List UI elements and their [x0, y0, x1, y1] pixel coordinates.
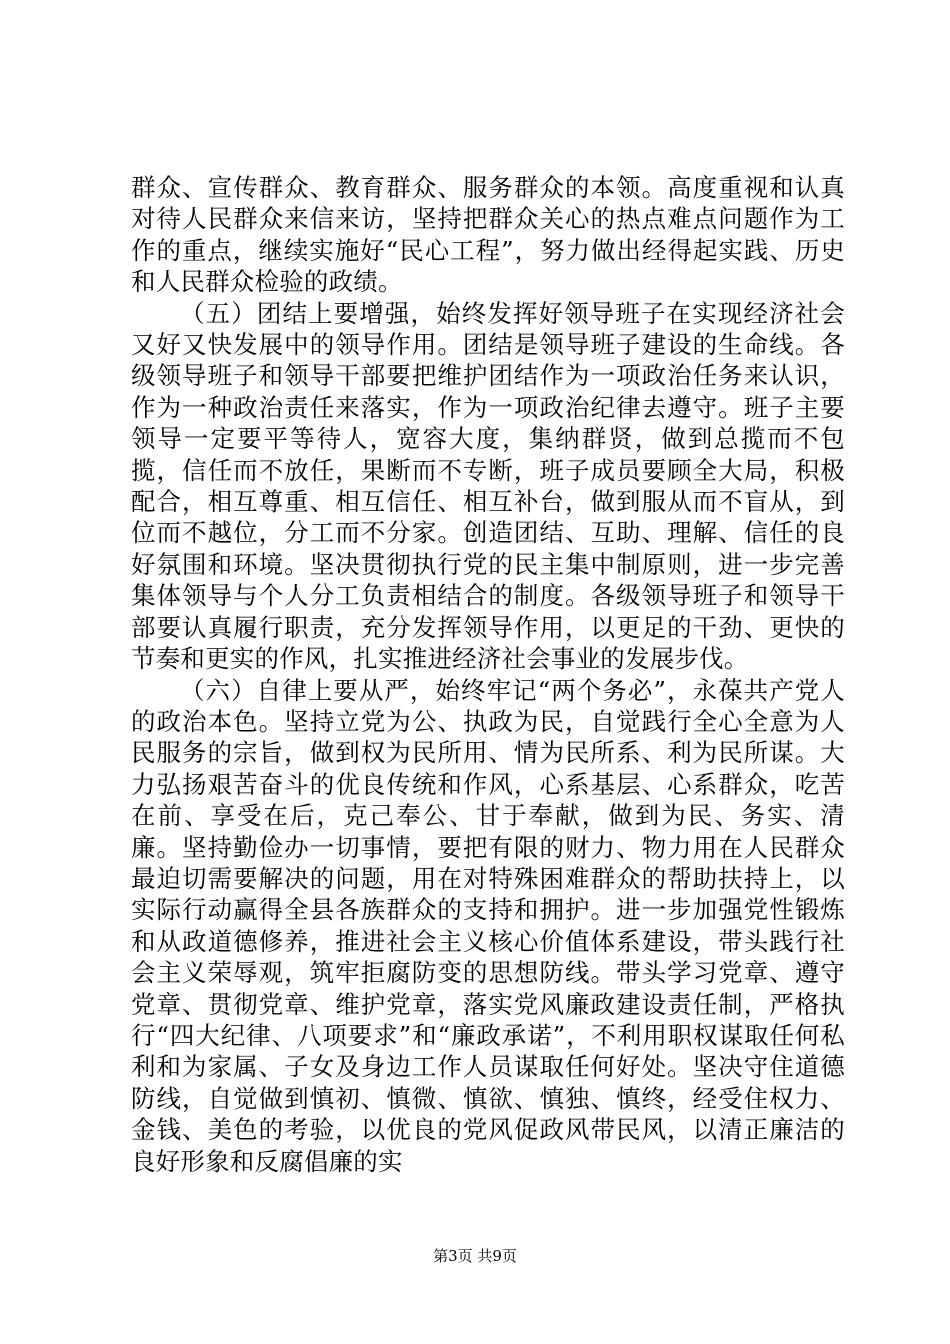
paragraph-section-five: （五）团结上要增强，始终发挥好领导班子在实现经济社会又好又快发展中的领导作用。团结是领导班子建设的生命线。各级领导班子和领导干部要把维护团结作为一项政治任务来认识，作为一种政治责任来落实，作为一项政治纪律去遵守。班子主要领导一定要平等待人，宽容大度，集纳群贤，做到总揽而不包揽，信任而不放任，果断而不专断，班子成员要顾全大局，积极配合，相互尊重、相互信任、相互补台，做到服从而不盲从，到位而不越位，分工而不分家。创造团结、互助、理解、信任的良好氛围和环境。坚决贯彻执行党的民主集中制原则，进一步完善集体领导与个人分工负责相结合的制度。各级领导班子和领导干部要认真履行职责，充分发挥领导作用，以更足的干劲、更快的节奏和更实的作风，扎实推进经济社会事业的发展步伐。 [131, 298, 845, 674]
page-number-footer: 第3页 共9页 [433, 1247, 517, 1265]
document-body [131, 172, 845, 1177]
paragraph-continuation: 群众、宣传群众、教育群众、服务群众的本领。高度重视和认真对待人民群众来信来访，坚持把群众关心的热点难点问题作为工作的重点，继续实施好“民心工程”，努力做出经得起实践、历史和人民群众检验的政绩。 [131, 173, 845, 297]
paragraph-section-six: （六）自律上要从严，始终牢记“两个务必”，永葆共产党人的政治本色。坚持立党为公、执政为民，自觉践行全心全意为人民服务的宗旨，做到权为民所用、情为民所系、利为民所谋。大力弘扬艰苦奋斗的优良传统和作风，心系基层、心系群众，吃苦在前、享受在后，克己奉公、甘于奉献，做到为民、务实、清廉。坚持勤俭办一切事情，要把有限的财力、物力用在人民群众最迫切需要解决的问题，用在对特殊困难群众的帮助扶持上，以实际行动赢得全县各族群众的支持和拥护。进一步加强党性锻炼和从政道德修养，推进社会主义核心价值体系建设，带头践行社会主义荣辱观，筑牢拒腐防变的思想防线。带头学习党章、遵守党章、贯彻党章、维护党章，落实党风廉政建设责任制，严格执行“四大纪律、八项要求”和“廉政承诺”，不利用职权谋取任何私利和为家属、子女及身边工作人员谋取任何好处。坚决守住道德防线，自觉做到慎初、慎微、慎欲、慎独、慎终，经受住权力、金钱、美色的考验，以优良的党风促政风带民风，以清正廉洁的良好形象和反腐倡廉的实 [131, 675, 845, 1176]
